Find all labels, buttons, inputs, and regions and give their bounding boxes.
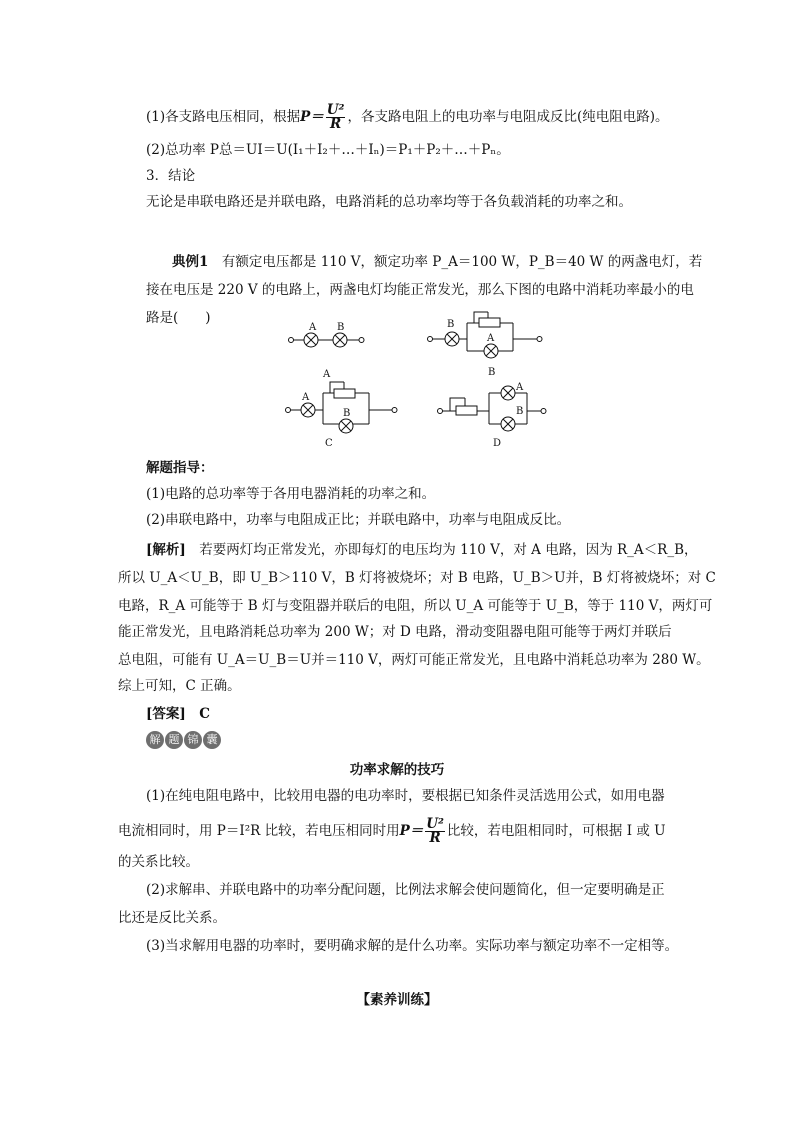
intro-p2: (2)总功率 P总＝UI＝U(I₁＋I₂＋…＋Iₙ)＝P₁＋P₂＋…＋Pₙ。 — [146, 142, 510, 158]
analysis-line-1 — [146, 540, 698, 560]
circuit-c-lamp-a-label: A — [323, 369, 331, 380]
tips-item-1a: (1)在纯电阻电路中，比较用电器的电功率时，要根据已知条件灵活选用公式，如用电器 — [146, 788, 665, 804]
circuit-c-lamp-a-side-label: A — [302, 392, 310, 403]
guide-item-1: (1)电路的总功率等于各用电器消耗的功率之和。 — [146, 486, 436, 502]
tips-item-1b — [118, 818, 666, 845]
circuit-a-lamp-a-label: A — [309, 322, 317, 333]
analysis-text-1: 若要两灯均正常发光，亦即每灯的电压均为 110 V，对 A 电路，因为 R_A＜R_B， — [199, 542, 698, 558]
analysis-label: [解析] — [146, 542, 186, 558]
tips-item-1b-post: 比较，若电阻相同时，可根据 I 或 U — [446, 823, 666, 839]
section-suyang-training: 【素养训练】 — [356, 992, 438, 1008]
tips-fraction-numerator: U² — [426, 816, 444, 832]
section-heading-3: 3．结论 — [146, 168, 196, 184]
analysis-line-4: 能正常发光，且电路消耗总功率为 200 W；对 D 电路，滑动变阻器电阻可能等于两灯并联后 — [118, 624, 672, 640]
diagram-label-d: D — [493, 438, 502, 449]
guide-item-2: (2)串联电路中，功率与电阻成正比；并联电路中，功率与电阻成反比。 — [146, 512, 571, 528]
intro-p1-denominator: R — [330, 116, 342, 132]
circuit-c-lamp-b-label: B — [343, 408, 351, 419]
circuit-c — [286, 382, 398, 433]
circuit-d — [438, 386, 547, 431]
answer-value: C — [199, 706, 211, 722]
example-label: 典例1 — [172, 254, 209, 270]
tips-badge-char-1: 解 — [146, 731, 164, 749]
tips-fraction-denominator: R — [429, 830, 441, 846]
intro-p1-formula-lhs: P＝ — [300, 109, 324, 125]
guide-title: 解题指导： — [146, 460, 214, 476]
answer-label: [答案] — [146, 706, 186, 722]
tips-badge-char-3: 锦 — [184, 731, 202, 749]
tips-item-2a: (2)求解串、并联电路中的功率分配问题，比例法求解会使问题简化，但一定要明确是正 — [146, 882, 665, 898]
circuit-diagrams — [0, 0, 794, 470]
tips-fraction — [425, 818, 445, 845]
conclusion-text: 无论是串联电路还是并联电路，电路消耗的总功率均等于各负载消耗的功率之和。 — [146, 194, 632, 210]
analysis-line-3: 电路，R_A 可能等于 B 灯与变阻器并联后的电阻，所以 U_A 可能等于 U_B，等于 110 V，两灯可 — [118, 598, 713, 614]
intro-p1-pre: (1)各支路电压相同，根据 — [146, 109, 301, 125]
tips-badge — [146, 731, 221, 749]
tips-badge-char-2: 题 — [165, 731, 183, 749]
example-text-1: 有额定电压都是 110 V，额定功率 P_A＝100 W，P_B＝40 W 的两盏电灯，若 — [221, 254, 703, 270]
circuit-a-lamp-b-label: B — [337, 322, 345, 333]
circuit-a — [289, 333, 365, 347]
circuit-b — [428, 312, 543, 358]
tips-item-1c: 的关系比较。 — [118, 854, 199, 870]
diagram-label-c: C — [325, 438, 333, 449]
tips-item-2b: 比还是反比关系。 — [118, 910, 226, 926]
example-line-2: 接在电压是 220 V 的电路上，两盏电灯均能正常发光，那么下图的电路中消耗功率最小的电 — [146, 282, 694, 298]
analysis-line-6: 综上可知，C 正确。 — [118, 678, 241, 694]
intro-p1-numerator: U² — [326, 102, 345, 118]
circuit-b-lamp-a-label: A — [487, 333, 495, 344]
tips-item-1b-pre: 电流相同时，用 P＝I²R 比较，若电压相同时用 — [118, 823, 400, 839]
answer-line — [146, 704, 210, 724]
tips-title: 功率求解的技巧 — [349, 762, 445, 778]
circuit-d-lamp-b-label: B — [516, 406, 524, 417]
analysis-line-5: 总电阻，可能有 U_A＝U_B＝U并＝110 V，两灯可能正常发光，且电路中消耗总功率为 280 W。 — [118, 652, 710, 668]
example-line-3: 路是( ) — [146, 310, 211, 326]
tips-badge-char-4: 囊 — [203, 731, 221, 749]
tips-item-3: (3)当求解用电器的功率时，要明确求解的是什么功率。实际功率与额定功率不一定相等。 — [146, 938, 679, 954]
circuit-b-lamp-b-label: B — [447, 319, 455, 330]
circuit-d-lamp-a-label: A — [516, 382, 524, 393]
intro-p1-post: ，各支路电阻上的电功率与电阻成反比(纯电阻电路)。 — [347, 109, 669, 125]
analysis-line-2: 所以 U_A＜U_B，即 U_B＞110 V，B 灯将被烧坏；对 B 电路，U_B＞U并，B 灯将被烧坏；对 C — [118, 570, 716, 586]
tips-formula-lhs: P＝ — [399, 823, 424, 839]
diagram-label-b: B — [488, 367, 496, 378]
